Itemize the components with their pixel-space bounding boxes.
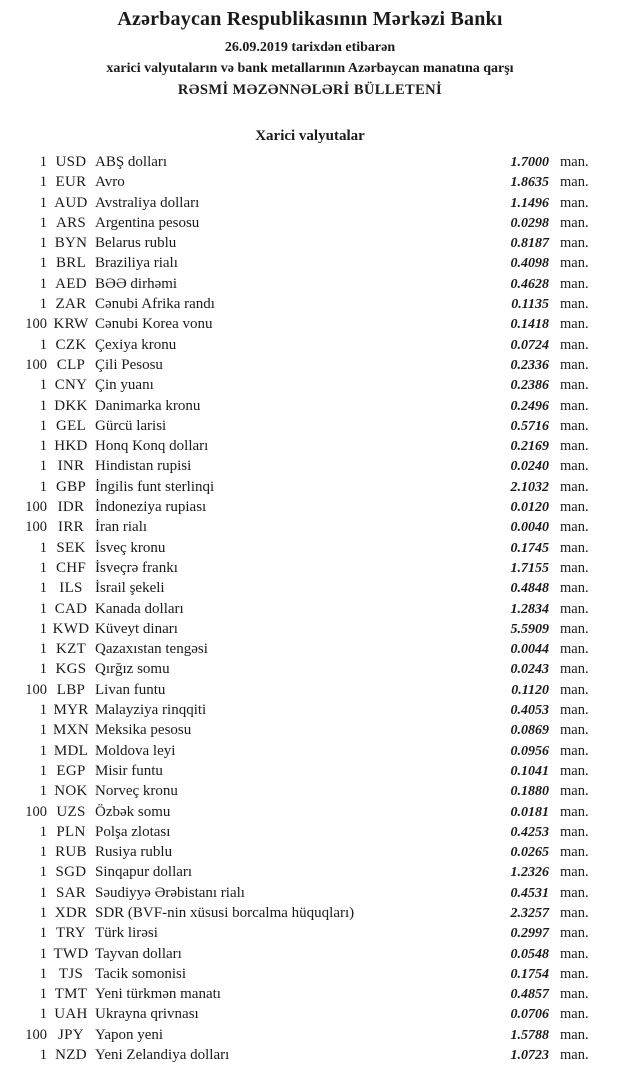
rate-row <box>0 497 620 517</box>
rate-row <box>0 1045 620 1065</box>
exchange-rate: 0.0706 <box>510 1007 549 1023</box>
currency-name: Rusiya rublu <box>95 844 173 861</box>
currency-quantity: 1 <box>39 438 47 455</box>
currency-name: Argentina pesosu <box>95 214 200 231</box>
exchange-rate: 0.1135 <box>511 297 549 313</box>
currency-name: Norveç kronu <box>95 783 178 800</box>
section-title: Xarici valyutalar <box>255 128 365 144</box>
currency-name: Belarus rublu <box>95 235 177 252</box>
currency-code: AED <box>55 275 87 292</box>
currency-code: XDR <box>54 904 88 921</box>
exchange-rate: 1.2834 <box>510 601 549 617</box>
currency-code: KRW <box>53 316 89 333</box>
currency-quantity: 100 <box>25 356 47 373</box>
unit-label: man. <box>560 174 589 191</box>
currency-name: Çili Pesosu <box>95 356 163 373</box>
currency-code: ZAR <box>55 296 87 313</box>
unit-label: man. <box>560 762 589 779</box>
currency-name: Honq Konq dolları <box>95 438 209 455</box>
currency-quantity: 100 <box>25 681 47 698</box>
unit-label: man. <box>560 904 589 921</box>
unit-label: man. <box>560 580 589 597</box>
rate-row <box>0 903 620 923</box>
unit-label: man. <box>560 296 589 313</box>
currency-code: MYR <box>53 702 89 719</box>
currency-code: LBP <box>56 681 86 698</box>
exchange-rate: 0.0298 <box>510 215 549 231</box>
currency-code: CLP <box>56 356 86 373</box>
currency-quantity: 100 <box>25 499 47 516</box>
exchange-rate: 0.2496 <box>510 398 549 414</box>
currency-code: TMT <box>54 986 88 1003</box>
unit-label: man. <box>560 154 589 170</box>
exchange-rate: 1.2326 <box>510 865 549 881</box>
rate-row <box>0 680 620 700</box>
unit-label: man. <box>560 681 589 698</box>
currency-quantity: 1 <box>39 884 47 901</box>
unit-label: man. <box>560 803 589 820</box>
currency-quantity: 1 <box>39 742 47 759</box>
exchange-rate: 0.4628 <box>510 276 549 292</box>
currency-quantity: 1 <box>39 539 47 556</box>
exchange-rate: 0.0956 <box>510 743 549 759</box>
exchange-rate: 0.0040 <box>510 520 549 536</box>
exchange-rate: 0.2386 <box>510 378 549 394</box>
currency-name: Livan funtu <box>95 681 166 698</box>
currency-name: Sinqapur dolları <box>95 864 193 881</box>
exchange-rate: 0.4531 <box>510 885 549 901</box>
rate-row <box>0 538 620 558</box>
rate-row <box>0 1025 620 1045</box>
rate-row <box>0 558 620 578</box>
unit-label: man. <box>560 316 589 333</box>
currency-code: MXN <box>53 722 89 739</box>
currency-code: UZS <box>56 803 86 820</box>
currency-quantity: 1 <box>39 194 47 211</box>
currency-quantity: 100 <box>25 316 47 333</box>
unit-label: man. <box>560 925 589 942</box>
unit-label: man. <box>560 356 589 373</box>
rate-row <box>0 477 620 497</box>
currency-name: Misir funtu <box>95 762 163 779</box>
unit-label: man. <box>560 559 589 576</box>
rate-row <box>0 944 620 964</box>
exchange-rate: 1.0723 <box>510 1048 549 1064</box>
unit-label: man. <box>560 661 589 678</box>
currency-quantity: 1 <box>39 925 47 942</box>
unit-label: man. <box>560 884 589 901</box>
rate-row <box>0 984 620 1004</box>
bulletin-header <box>0 0 620 99</box>
rate-row <box>0 396 620 416</box>
currency-quantity: 1 <box>39 783 47 800</box>
currency-code: EGP <box>56 762 86 779</box>
currency-quantity: 1 <box>39 275 47 292</box>
rate-row <box>0 314 620 334</box>
rate-row <box>0 599 620 619</box>
unit-label: man. <box>560 275 589 292</box>
unit-label: man. <box>560 235 589 252</box>
unit-label: man. <box>560 844 589 861</box>
currency-name: Çexiya kronu <box>95 336 177 353</box>
unit-label: man. <box>560 1026 589 1043</box>
currency-quantity: 1 <box>39 336 47 353</box>
currency-code: INR <box>57 458 85 475</box>
rate-row <box>0 781 620 801</box>
currency-code: BRL <box>55 255 87 272</box>
bulletin-title: RƏSMİ MƏZƏNNƏLƏRİ BÜLLETENİ <box>177 82 443 98</box>
currency-code: NZD <box>55 1047 87 1064</box>
exchange-rate: 0.8187 <box>510 236 549 252</box>
rate-row <box>0 294 620 314</box>
currency-code: BYN <box>54 235 88 252</box>
subtitle-line: xarici valyutaların və bank metallarının Azərbaycan manatına qarşı <box>106 61 514 76</box>
currency-quantity: 1 <box>39 965 47 982</box>
rate-row <box>0 517 620 537</box>
currency-name: Yeni Zelandiya dolları <box>95 1047 230 1064</box>
unit-label: man. <box>560 478 589 495</box>
rate-row <box>0 213 620 233</box>
currency-name: Kanada dolları <box>95 600 184 617</box>
rate-row <box>0 741 620 761</box>
currency-quantity: 1 <box>39 1047 47 1064</box>
unit-label: man. <box>560 438 589 455</box>
exchange-rate: 5.5909 <box>510 621 549 637</box>
exchange-rate: 0.2997 <box>510 926 549 942</box>
unit-label: man. <box>560 1006 589 1023</box>
currency-name: Ukrayna qrivnası <box>95 1006 199 1023</box>
exchange-rate: 0.0724 <box>510 337 549 353</box>
exchange-rate: 1.7155 <box>510 560 549 576</box>
currency-name: Cənubi Korea vonu <box>95 316 213 333</box>
exchange-rate: 0.0240 <box>510 459 549 475</box>
currency-code: CZK <box>55 336 87 353</box>
rate-row <box>0 923 620 943</box>
currency-code: NOK <box>54 783 88 800</box>
rate-row <box>0 720 620 740</box>
currency-quantity: 1 <box>39 641 47 658</box>
exchange-rate: 2.1032 <box>510 479 549 495</box>
unit-label: man. <box>560 499 589 516</box>
rate-row <box>0 152 620 172</box>
currency-name: Avstraliya dolları <box>95 194 200 211</box>
currency-name: Tacik somonisi <box>95 965 187 982</box>
currency-code: SAR <box>55 884 87 901</box>
currency-name: Çin yuanı <box>95 377 154 394</box>
unit-label: man. <box>560 255 589 272</box>
currency-name: Braziliya rialı <box>95 255 178 272</box>
exchange-rate: 0.1880 <box>510 784 549 800</box>
currency-quantity: 1 <box>39 154 47 170</box>
currency-quantity: 1 <box>39 986 47 1003</box>
currency-code: SGD <box>55 864 87 881</box>
currency-quantity: 1 <box>39 296 47 313</box>
currency-quantity: 100 <box>25 1026 47 1043</box>
rate-row <box>0 436 620 456</box>
currency-code: CHF <box>55 559 87 576</box>
unit-label: man. <box>560 214 589 231</box>
rate-row <box>0 375 620 395</box>
exchange-rate: 0.0869 <box>510 723 549 739</box>
currency-code: JPY <box>58 1026 84 1043</box>
rate-row <box>0 822 620 842</box>
rate-row <box>0 883 620 903</box>
exchange-rate: 0.1418 <box>510 317 549 333</box>
currency-quantity: 1 <box>39 559 47 576</box>
currency-quantity: 1 <box>39 377 47 394</box>
unit-label: man. <box>560 600 589 617</box>
currency-name: Meksika pesosu <box>95 722 192 739</box>
currency-quantity: 1 <box>39 397 47 414</box>
currency-quantity: 100 <box>25 803 47 820</box>
currency-code: AUD <box>54 194 88 211</box>
unit-label: man. <box>560 194 589 211</box>
currency-name: Qırğız somu <box>95 661 170 678</box>
currency-name: BƏƏ dirhəmi <box>95 275 178 292</box>
currency-name: Yapon yeni <box>95 1026 164 1043</box>
rate-row <box>0 416 620 436</box>
currency-name: Türk lirəsi <box>95 925 158 942</box>
exchange-rate: 1.5788 <box>510 1027 549 1043</box>
exchange-rate: 2.3257 <box>510 905 549 921</box>
exchange-rate: 0.4053 <box>510 703 549 719</box>
rate-row <box>0 193 620 213</box>
currency-code: RUB <box>55 844 87 861</box>
currency-code: TJS <box>58 965 84 982</box>
unit-label: man. <box>560 539 589 556</box>
currency-quantity: 1 <box>39 214 47 231</box>
currency-name: Moldova leyi <box>95 742 176 759</box>
exchange-rate: 0.5716 <box>510 418 549 434</box>
rate-row <box>0 253 620 273</box>
currency-code: KGS <box>55 661 87 678</box>
currency-code: SEK <box>56 539 86 556</box>
exchange-rate: 0.1754 <box>510 966 549 982</box>
exchange-rate: 1.7000 <box>510 155 549 170</box>
exchange-rate: 0.1120 <box>511 682 549 698</box>
currency-name: Malayziya rinqqiti <box>95 702 207 719</box>
unit-label: man. <box>560 1047 589 1064</box>
currency-code: IDR <box>57 499 85 516</box>
exchange-rate: 0.4848 <box>510 581 549 597</box>
exchange-rate: 0.0044 <box>510 642 549 658</box>
currency-name: Özbək somu <box>95 803 171 820</box>
rate-row <box>0 233 620 253</box>
exchange-rate: 0.4098 <box>510 256 549 272</box>
rate-row <box>0 964 620 984</box>
unit-label: man. <box>560 620 589 637</box>
currency-code: UAH <box>54 1006 88 1023</box>
unit-label: man. <box>560 377 589 394</box>
currency-quantity: 1 <box>39 823 47 840</box>
currency-quantity: 1 <box>39 762 47 779</box>
rate-row <box>0 761 620 781</box>
exchange-rate: 0.0548 <box>510 946 549 962</box>
currency-name: Küveyt dinarı <box>95 620 178 637</box>
currency-name: SDR (BVF-nin xüsusi borcalma hüquqları) <box>95 904 355 921</box>
unit-label: man. <box>560 458 589 475</box>
unit-label: man. <box>560 783 589 800</box>
currency-quantity: 1 <box>39 235 47 252</box>
rate-row <box>0 456 620 476</box>
unit-label: man. <box>560 397 589 414</box>
currency-name: Danimarka kronu <box>95 397 201 414</box>
exchange-rate: 0.2336 <box>510 357 549 373</box>
currency-quantity: 1 <box>39 458 47 475</box>
currency-name: İndoneziya rupiası <box>95 499 207 516</box>
exchange-rate: 0.0243 <box>510 662 549 678</box>
currency-name: Hindistan rupisi <box>95 458 192 475</box>
unit-label: man. <box>560 823 589 840</box>
currency-quantity: 1 <box>39 1006 47 1023</box>
exchange-rate: 0.2169 <box>510 439 549 455</box>
currency-name: Gürcü larisi <box>95 417 167 434</box>
unit-label: man. <box>560 417 589 434</box>
currency-quantity: 1 <box>39 722 47 739</box>
currency-code: KWD <box>52 620 90 637</box>
currency-quantity: 100 <box>25 519 47 536</box>
currency-name: Cənubi Afrika randı <box>95 296 215 313</box>
currency-quantity: 1 <box>39 620 47 637</box>
exchange-rate: 0.0120 <box>510 500 549 516</box>
currency-code: DKK <box>54 397 88 414</box>
currency-code: ILS <box>59 580 83 597</box>
currency-quantity: 1 <box>39 864 47 881</box>
unit-label: man. <box>560 986 589 1003</box>
rate-row <box>0 274 620 294</box>
currency-quantity: 1 <box>39 904 47 921</box>
rate-row <box>0 802 620 822</box>
rate-row <box>0 355 620 375</box>
currency-code: EUR <box>55 174 87 191</box>
currency-quantity: 1 <box>39 417 47 434</box>
currency-code: GBP <box>55 478 87 495</box>
currency-code: CNY <box>54 377 88 394</box>
currency-quantity: 1 <box>39 661 47 678</box>
currency-name: İsveç kronu <box>95 539 166 556</box>
currency-name: Qazaxıstan tengəsi <box>95 641 208 658</box>
unit-label: man. <box>560 336 589 353</box>
currency-code: KZT <box>55 641 87 658</box>
unit-label: man. <box>560 965 589 982</box>
currency-code: ARS <box>55 214 87 231</box>
currency-code: TWD <box>53 945 89 962</box>
currency-name: ABŞ dolları <box>95 154 168 170</box>
unit-label: man. <box>560 519 589 536</box>
rate-row <box>0 700 620 720</box>
currency-name: Yeni türkmən manatı <box>95 986 221 1003</box>
rate-row <box>0 639 620 659</box>
unit-label: man. <box>560 864 589 881</box>
unit-label: man. <box>560 641 589 658</box>
currency-code: TRY <box>55 925 87 942</box>
unit-label: man. <box>560 742 589 759</box>
rate-row <box>0 862 620 882</box>
rate-row <box>0 659 620 679</box>
exchange-rate: 0.0181 <box>510 804 549 820</box>
currency-code: CAD <box>54 600 88 617</box>
currency-name: İsveçrə frankı <box>95 559 178 576</box>
exchange-rate: 1.8635 <box>510 175 549 191</box>
exchange-rate: 0.0265 <box>510 845 549 861</box>
currency-name: Polşa zlotası <box>95 823 171 840</box>
currency-code: PLN <box>56 823 86 840</box>
currency-quantity: 1 <box>39 844 47 861</box>
exchange-rate: 0.4253 <box>510 824 549 840</box>
exchange-rate: 0.4857 <box>510 987 549 1003</box>
currency-quantity: 1 <box>39 945 47 962</box>
currency-quantity: 1 <box>39 702 47 719</box>
exchange-rate: 0.1745 <box>510 540 549 556</box>
currency-code: MDL <box>53 742 89 759</box>
bank-name: Azərbaycan Respublikasının Mərkəzi Bankı <box>117 8 503 30</box>
effective-date-line: 26.09.2019 tarixdən etibarən <box>224 40 396 55</box>
currency-code: IRR <box>58 519 84 536</box>
rate-row <box>0 1004 620 1024</box>
unit-label: man. <box>560 702 589 719</box>
currency-name: İsrail şekeli <box>95 580 165 597</box>
unit-label: man. <box>560 722 589 739</box>
currency-name: Səudiyyə Ərəbistanı rialı <box>95 884 245 901</box>
currency-name: İran rialı <box>95 519 148 536</box>
exchange-rate: 1.1496 <box>510 195 549 211</box>
currency-quantity: 1 <box>39 600 47 617</box>
rate-row <box>0 335 620 355</box>
rate-row <box>0 842 620 862</box>
currency-quantity: 1 <box>39 580 47 597</box>
currency-code: USD <box>55 154 87 170</box>
currency-quantity: 1 <box>39 478 47 495</box>
rate-row <box>0 172 620 192</box>
rate-row <box>0 578 620 598</box>
currency-name: İngilis funt sterlinqi <box>95 478 215 495</box>
rate-row <box>0 619 620 639</box>
currency-code: GEL <box>55 417 87 434</box>
exchange-rates-table <box>0 152 620 1065</box>
unit-label: man. <box>560 945 589 962</box>
currency-quantity: 1 <box>39 174 47 191</box>
currency-code: HKD <box>54 438 88 455</box>
currency-name: Avro <box>95 174 125 191</box>
exchange-rate: 0.1041 <box>510 763 549 779</box>
currency-name: Tayvan dolları <box>95 945 182 962</box>
currency-quantity: 1 <box>39 255 47 272</box>
